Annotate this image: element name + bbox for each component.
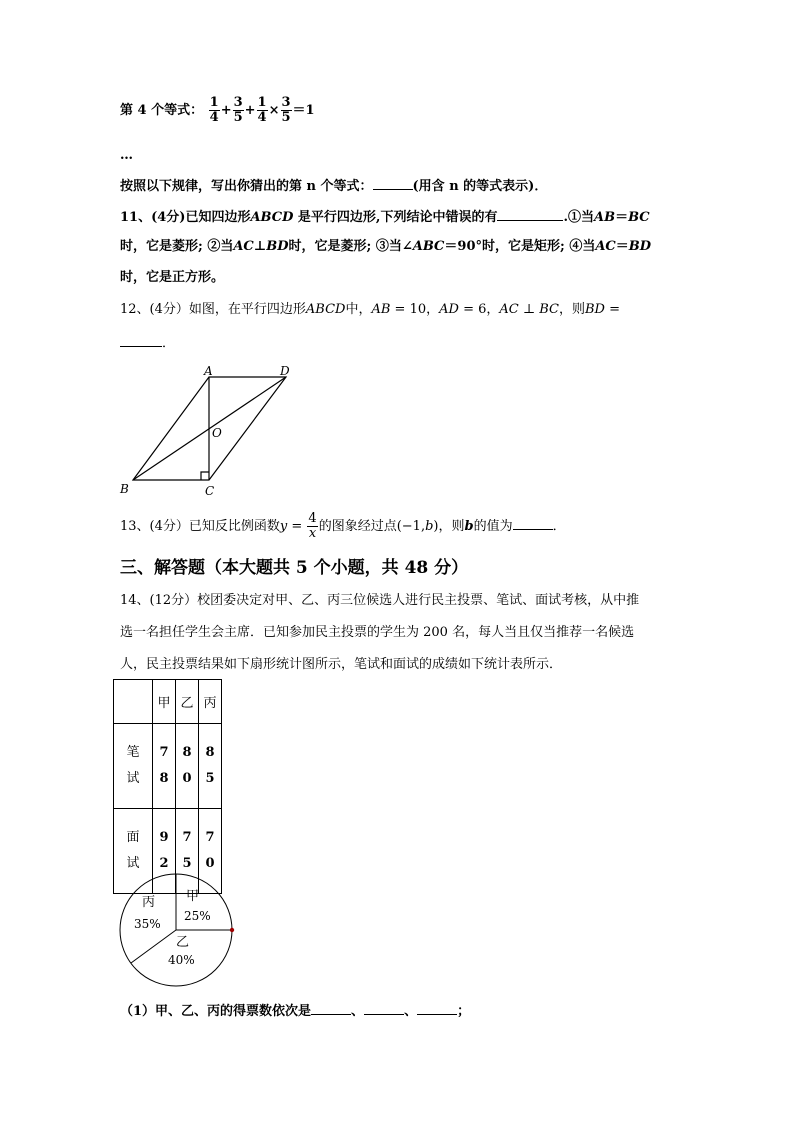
q11-line-2: 时，它是菱形; ②当AC⊥BD时，它是菱形; ③当∠ABC＝90°时，它是矩形; ④当AC＝BD (120, 239, 652, 254)
pie-label-jia: 甲 (186, 889, 200, 904)
q12-answer-blank[interactable] (120, 332, 162, 347)
pie-chart (116, 872, 238, 994)
section-heading: 三、解答题（本大题共 5 个小题，共 48 分） (120, 558, 469, 578)
equation-4-label: 第 4 个等式： (120, 103, 204, 118)
pie-marker-dot (230, 928, 234, 932)
q13-line: 13、(4分）已知反比例函数y = $\frac{4}{x}$ 的图象经过点(−1,b)，则b的值为 ． (120, 511, 566, 541)
blank-yi[interactable] (364, 1000, 404, 1015)
pie-pct-yi: 40% (168, 953, 195, 967)
equation-4-result: ＝1 (292, 103, 315, 118)
q13-answer-blank[interactable] (513, 515, 553, 530)
table-corner (114, 680, 153, 724)
label-b: B (120, 482, 129, 496)
cell: 7 0 (199, 809, 222, 894)
ellipsis: … (120, 148, 133, 163)
table-header-yi: 乙 (176, 680, 199, 724)
pattern-question: 按照以下规律，写出你猜出的第 n 个等式： (用含 n 的等式表示)． (120, 175, 547, 197)
sub-question-1: （1）甲、乙、丙的得票数依次是 、 、 ； (120, 1000, 470, 1022)
fraction-3: $\frac{1}{4}$ (257, 95, 267, 125)
q11-line-1: 11、(4分)已知四边形ABCD 是平行四边形,下列结论中错误的有 .①当AB＝BC (120, 206, 650, 228)
q11-answer-blank[interactable] (497, 206, 563, 221)
cell: 8 5 (199, 724, 222, 809)
pie-pct-jia: 25% (184, 909, 211, 923)
q14-line-3: 人，民主投票结果如下扇形统计图所示，笔试和面试的成绩如下统计表所示． (120, 657, 563, 672)
row-label: 面 试 (114, 809, 153, 894)
right-angle-mark (201, 472, 209, 480)
fraction-2: $\frac{3}{5}$ (233, 95, 243, 125)
label-o: O (212, 426, 222, 440)
fraction-4: $\frac{3}{5}$ (281, 95, 291, 125)
q13-fraction: $\frac{4}{x}$ (308, 511, 317, 541)
table-header-jia: 甲 (153, 680, 176, 724)
cell: 7 5 (176, 809, 199, 894)
table-row (114, 724, 222, 809)
equation-4: 第 4 个等式： $\frac{1}{4}$ + $\frac{3}{5}$ + $\frac{1}{4}$ × $\frac{3}{5}$ ＝1 (120, 95, 315, 125)
table-header-bing: 丙 (199, 680, 222, 724)
label-d: D (280, 364, 290, 378)
q14-line-2: 选一名担任学生会主席．已知参加民主投票的学生为 200 名，每人当且仅当推荐一名候选 (120, 625, 635, 640)
q12-line-2: ． (120, 332, 175, 354)
cell: 7 8 (153, 724, 176, 809)
q11-line-3: 时，它是正方形。 (120, 270, 225, 285)
q14-line-1: 14、(12分）校团委决定对甲、乙、丙三位候选人进行民主投票、笔试、面试考核，从中推 (120, 593, 640, 608)
parallelogram-figure (112, 360, 302, 500)
pie-pct-bing: 35% (134, 917, 161, 931)
blank-bing[interactable] (417, 1000, 457, 1015)
pie-label-yi: 乙 (176, 935, 190, 950)
pie-label-bing: 丙 (142, 895, 156, 910)
fraction-1: $\frac{1}{4}$ (209, 95, 219, 125)
row-label: 笔 试 (114, 724, 153, 809)
answer-blank[interactable] (373, 175, 413, 190)
blank-jia[interactable] (311, 1000, 351, 1015)
label-a: A (204, 364, 213, 378)
score-table (113, 679, 222, 894)
label-c: C (205, 484, 215, 498)
q12-line-1: 12、(4分）如图，在平行四边形ABCD中，AB = 10，AD = 6，AC ⊥ BC，则BD = (120, 302, 620, 317)
cell: 8 0 (176, 724, 199, 809)
cell: 9 2 (153, 809, 176, 894)
